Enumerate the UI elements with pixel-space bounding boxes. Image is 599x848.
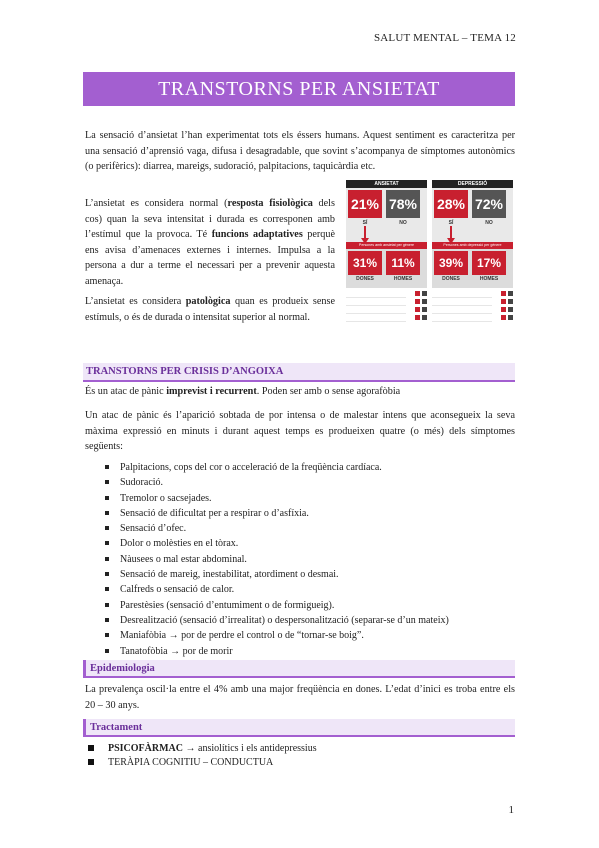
depression-yes-label: SÍ	[448, 220, 454, 226]
panic-definition: És un atac de pànic imprevist i recurrent. Poden ser amb o sense agorafòbia	[85, 386, 401, 397]
list-item: PSICOFÀRMAC → ansiolítics i els antidepressius	[88, 742, 317, 756]
section-accent	[83, 660, 86, 676]
list-item: Desrealització (sensació d’irrealitat) o despersonalització (separar-se d’un mateix)	[105, 613, 505, 628]
list-item: TERÀPIA COGNITIU – CONDUCTUA	[88, 756, 317, 770]
treatment-list	[88, 742, 317, 770]
depression-header: DEPRESSIÓ	[432, 180, 513, 188]
survey-row	[346, 290, 406, 298]
survey-row	[346, 314, 406, 322]
depression-gender-header: Persones amb depressió per gènere	[432, 242, 513, 249]
list-item: Palpitacions, cops del cor o acceleració de la freqüència cardíaca.	[105, 460, 505, 475]
depression-men-pct: 17%	[472, 251, 506, 275]
depression-women-pct: 39%	[434, 251, 468, 275]
survey-row	[432, 298, 492, 306]
anxiety-men-pct: 11%	[386, 251, 420, 275]
anxiety-men-label: HOMES	[393, 276, 413, 282]
anxiety-no-pct: 78%	[386, 190, 420, 218]
section-treatment-title: Tractament	[90, 721, 143, 733]
depression-no-pct: 72%	[472, 190, 506, 218]
pathological-anxiety-paragraph: L’ansietat es considera patològica quan es produeix sense estímuls, o és de durada o intensitat superior al normal.	[85, 296, 335, 323]
list-item: Sudoració.	[105, 475, 505, 490]
depression-men-label: HOMES	[479, 276, 499, 282]
anxiety-header: ANSIETAT	[346, 180, 427, 188]
section-panic-title: TRANSTORNS PER CRISIS D’ANGOIXA	[86, 366, 284, 377]
anxiety-yes-label: SÍ	[362, 220, 368, 226]
section-epidemiology-title: Epidemiologia	[90, 662, 155, 674]
epidemiology-paragraph: La prevalença oscil·la entre el 4% amb una major freqüència en dones. L’edat d’inici es troba entre els 20 – 30 anys.	[85, 684, 515, 711]
anxiety-depression-infographic	[346, 180, 514, 330]
survey-row	[346, 298, 406, 306]
list-item: Dolor o molèsties en el tòrax.	[105, 536, 505, 551]
section-treatment-header	[83, 719, 515, 737]
depression-women-label: DONES	[442, 276, 460, 282]
anxiety-women-pct: 31%	[348, 251, 382, 275]
normal-anxiety-paragraph: L’ansietat es considera normal (resposta fisiològica dels cos) quan la seva intensitat i durada es corresponen amb l’estímul que la provoca. Té funcions adaptatives perquè ens avisa d’amenaces externes i internes. Impulsa a la persona a dur a terme el necessari per a prevenir aquesta amenaça.	[85, 198, 336, 287]
section-accent	[83, 719, 86, 735]
depression-yes-pct: 28%	[434, 190, 468, 218]
page-number: 1	[508, 804, 514, 816]
panic-paragraph: Un atac de pànic és l’aparició sobtada de por intensa o de malestar intens que aconsegueix la seva màxima expressió en minuts i durant aquest temps es produeixen quatre (o més) dels símptomes següents:	[85, 410, 515, 452]
anxiety-yes-pct: 21%	[348, 190, 382, 218]
list-item: Tanatofòbia → por de morir	[105, 644, 505, 659]
list-item: Calfreds o sensació de calor.	[105, 582, 505, 597]
survey-row	[432, 314, 492, 322]
list-item: Maniafòbia → por de perdre el control o de “tornar-se boig”.	[105, 628, 505, 643]
list-item: Sensació d’ofec.	[105, 521, 505, 536]
symptom-list	[105, 460, 505, 659]
page-title: TRANSTORNS PER ANSIETAT	[83, 72, 515, 106]
section-panic-header	[83, 363, 515, 382]
depression-no-label: NO	[485, 220, 493, 226]
survey-row	[346, 306, 406, 314]
list-item: Parestèsies (sensació d’entumiment o de formigueig).	[105, 598, 505, 613]
list-item: Sensació de dificultat per a respirar o d’asfíxia.	[105, 506, 505, 521]
survey-row	[432, 306, 492, 314]
list-item: Tremolor o sacsejades.	[105, 491, 505, 506]
section-epidemiology-header	[83, 660, 515, 678]
anxiety-survey-rows	[346, 290, 406, 322]
list-item: Nàusees o mal estar abdominal.	[105, 552, 505, 567]
course-header: SALUT MENTAL – TEMA 12	[373, 32, 516, 44]
survey-row	[432, 290, 492, 298]
anxiety-no-label: NO	[399, 220, 407, 226]
anxiety-gender-header: Persones amb ansietat per gènere	[346, 242, 427, 249]
anxiety-women-label: DONES	[356, 276, 374, 282]
intro-paragraph: La sensació d’ansietat l’han experimentat tots els éssers humans. Aquest sentiment es caracteritza per una sensació d’aprensió vaga, difusa i desagradable, que sovint s’acompanya de símptomes autonòmics (o perifèrics): diarrea, mareigs, sudoració, palpitacions, taquicàrdia etc.	[85, 130, 515, 172]
list-item: Sensació de mareig, inestabilitat, atordiment o desmai.	[105, 567, 505, 582]
depression-survey-rows	[432, 290, 492, 322]
